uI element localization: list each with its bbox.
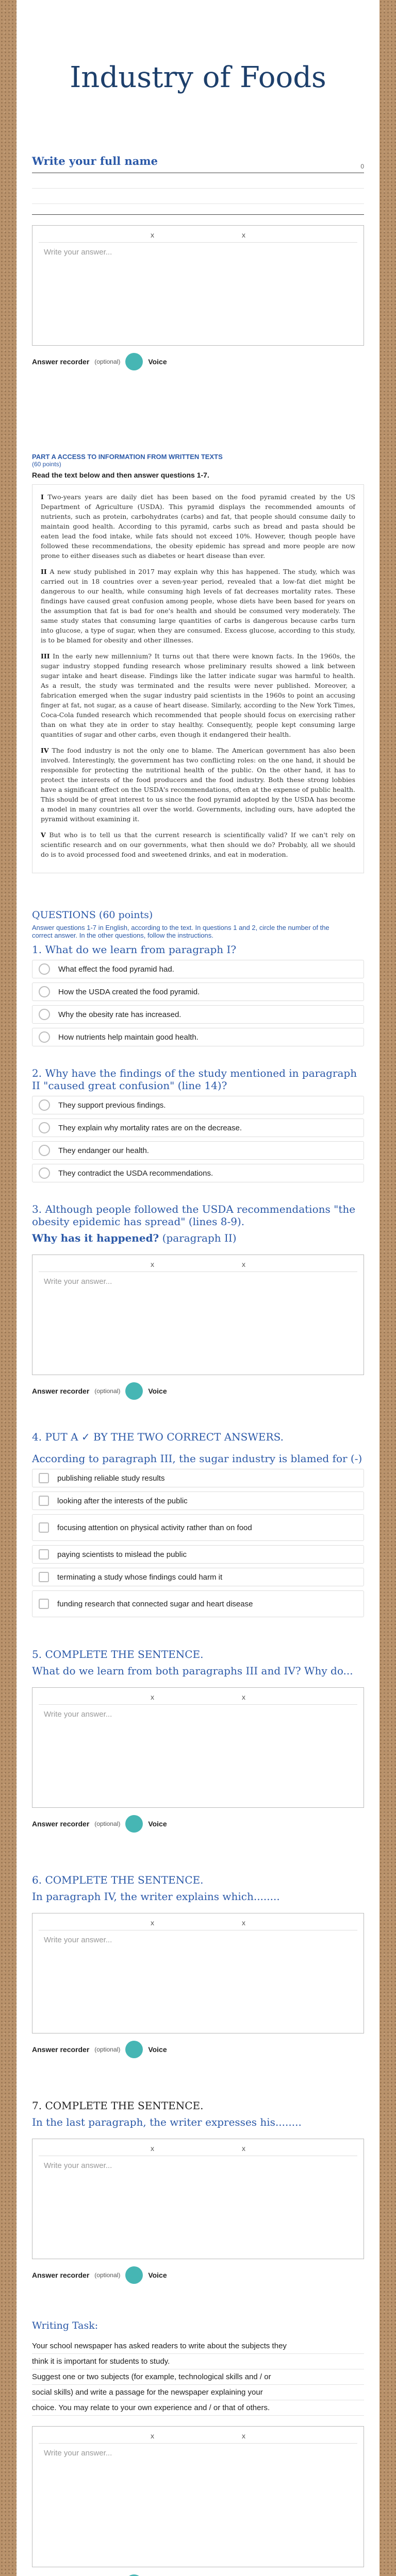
answer-recorder xyxy=(32,1815,364,1833)
q1-option-2-label: How the USDA created the food pyramid. xyxy=(58,987,200,996)
toolbar-left-icon[interactable]: x xyxy=(151,2432,154,2440)
q4-option-6[interactable] xyxy=(32,1590,364,1617)
voice-record-button[interactable] xyxy=(125,2041,143,2058)
question-4-prompt: According to paragraph III, the sugar industry is blamed for (-) xyxy=(32,1452,362,1465)
name-section-title: Write your full name xyxy=(32,155,158,167)
answer-recorder xyxy=(32,353,364,370)
question-3-subtitle: Why has it happened? xyxy=(32,1232,159,1244)
questions-line-2: correct answer. In the other questions, follow the instructions. xyxy=(32,931,213,939)
toolbar-right-icon[interactable]: x xyxy=(242,1919,245,1927)
name-input[interactable] xyxy=(32,163,364,215)
q4-option-3-label: focusing attention on physical activity rather than on food xyxy=(57,1523,252,1532)
answer-textarea[interactable]: Write your answer... xyxy=(39,242,357,340)
answer-toolbar xyxy=(39,1693,357,1704)
q2-option-3[interactable] xyxy=(32,1141,364,1160)
part-a-instruction: Read the text below and then answer questions 1-7. xyxy=(32,471,209,479)
q2-option-2[interactable] xyxy=(32,1118,364,1137)
radio-icon[interactable] xyxy=(39,963,50,975)
answer-textarea[interactable]: Write your answer... xyxy=(39,2443,357,2562)
q2-option-2-label: They explain why mortality rates are on the decrease. xyxy=(58,1123,242,1132)
radio-icon[interactable] xyxy=(39,1145,50,1156)
question-3 xyxy=(32,1203,364,1400)
recorder-voice-label: Voice xyxy=(148,1820,167,1828)
q2-option-1[interactable] xyxy=(32,1096,364,1114)
voice-record-button[interactable] xyxy=(125,1382,143,1400)
answer-textarea[interactable]: Write your answer... xyxy=(39,1930,357,2028)
writing-task xyxy=(32,2320,364,2576)
paragraph-4-text: The food industry is not the only one to blame. The American government has also been involved. Interestingly, the government has two conflicting roles: on the one hand, it should be responsible for protecting the nutritional health of the public. On the other hand, it has to protect the interests of the food producers and the food industry. Both these strong lobbies have a significant effect on the USDA's recommendations, often at the expense of public health. This should be of great interest to us since the food pyramid adopted by the USDA has become a model in many countries all over the world. Governments, including ours, have adopted the pyramid without examining it. xyxy=(41,747,355,823)
paragraph-2-number: II xyxy=(41,568,47,575)
q4-option-1[interactable] xyxy=(32,1469,364,1487)
question-4-title: 4. PUT A ✓ BY THE TWO CORRECT ANSWERS. xyxy=(32,1431,284,1443)
q3-answer-card xyxy=(32,1255,364,1375)
q1-option-1[interactable] xyxy=(32,960,364,978)
answer-textarea[interactable]: Write your answer... xyxy=(39,1272,357,1369)
paragraph-4-number: IV xyxy=(41,747,49,754)
q4-option-4-label: paying scientists to mislead the public xyxy=(57,1550,187,1559)
q4-option-2-label: looking after the interests of the public xyxy=(57,1496,188,1505)
question-2-title: 2. Why have the findings of the study mentioned in paragraph II "caused great confusion" (line 14)? xyxy=(32,1067,357,1092)
voice-record-button[interactable] xyxy=(125,353,143,370)
recorder-optional: (optional) xyxy=(94,2046,121,2053)
checkbox-icon[interactable] xyxy=(39,1549,49,1560)
answer-toolbar xyxy=(39,1260,357,1272)
toolbar-right-icon[interactable]: x xyxy=(242,1693,245,1701)
q6-answer-card xyxy=(32,1913,364,2033)
name-char-counter: 0 xyxy=(360,163,364,170)
q2-option-3-label: They endanger our health. xyxy=(58,1146,149,1155)
checkbox-icon[interactable] xyxy=(39,1473,49,1483)
paragraph-1 xyxy=(41,492,355,561)
recorder-voice-label: Voice xyxy=(148,1387,167,1395)
recorder-label: Answer recorder xyxy=(32,2045,90,2054)
question-2 xyxy=(32,1067,364,1182)
writing-answer-card xyxy=(32,2426,364,2567)
recorder-label: Answer recorder xyxy=(32,2271,90,2279)
recorder-label: Answer recorder xyxy=(32,1820,90,1828)
q4-option-2[interactable] xyxy=(32,1492,364,1510)
question-7-prompt: In the last paragraph, the writer expresses his........ xyxy=(32,2116,302,2128)
q2-option-4-label: They contradict the USDA recommendations. xyxy=(58,1168,213,1178)
radio-icon[interactable] xyxy=(39,986,50,997)
question-6-prompt: In paragraph IV, the writer explains which........ xyxy=(32,1890,280,1903)
question-4 xyxy=(32,1431,364,1617)
answer-toolbar xyxy=(39,1919,357,1930)
answer-textarea[interactable]: Write your answer... xyxy=(39,1704,357,1802)
paragraph-1-text: Two-years years are daily diet has been based on the food pyramid created by the US Department of Agriculture (USDA). This pyramid displays the recommended amounts of nutrients, such as protein, carbohydrates (carbs) and fat, that people should consume daily to maintain good health. According to this pyramid, carbs such as bread and pasta should be eaten lead the food intake, while fats should not exceed 10%. However, though people have followed these recommendations, the obesity epidemic has spread and more people are now prone to either diseases such as diabetes or heart disease than ever. xyxy=(41,493,355,560)
toolbar-left-icon[interactable]: x xyxy=(151,1260,154,1268)
checkbox-icon[interactable] xyxy=(39,1522,49,1533)
question-3-hint: (paragraph II) xyxy=(162,1232,237,1244)
q1-option-1-label: What effect the food pyramid had. xyxy=(58,964,174,974)
title-band xyxy=(16,0,380,149)
recorder-optional: (optional) xyxy=(94,1387,121,1395)
writing-task-title: Writing Task: xyxy=(32,2320,98,2331)
questions-line-1: Answer questions 1-7 in English, according to the text. In questions 1 and 2, circle the number of the xyxy=(32,924,329,931)
writing-task-line-4: social skills) and write a passage for the newspaper explaining your xyxy=(32,2388,263,2397)
radio-icon[interactable] xyxy=(39,1167,50,1179)
q1-option-3-label: Why the obesity rate has increased. xyxy=(58,1010,182,1019)
answer-recorder xyxy=(32,2266,364,2284)
q4-option-6-label: funding research that connected sugar and heart disease xyxy=(57,1599,253,1608)
writing-task-line-5: choice. You may relate to your own experience and / or that of others. xyxy=(32,2403,270,2412)
q4-option-1-label: publishing reliable study results xyxy=(57,1473,165,1483)
q7-answer-card xyxy=(32,2139,364,2259)
q4-option-5[interactable] xyxy=(32,1568,364,1586)
content xyxy=(32,155,364,2576)
q5-answer-card xyxy=(32,1687,364,1808)
question-5-prompt: What do we learn from both paragraphs III and IV? Why do... xyxy=(32,1665,353,1677)
reading-passage xyxy=(32,484,364,873)
radio-icon[interactable] xyxy=(39,1009,50,1020)
question-1 xyxy=(32,943,364,1046)
page-title: Industry of Foods xyxy=(70,61,326,94)
q1-option-2[interactable] xyxy=(32,982,364,1001)
writing-task-line-1: Your school newspaper has asked readers to write about the subjects they xyxy=(32,2342,287,2350)
q1-option-3[interactable] xyxy=(32,1005,364,1024)
recorder-label: Answer recorder xyxy=(32,1387,90,1395)
q4-option-5-label: terminating a study whose findings could harm it xyxy=(57,1572,223,1582)
answer-textarea[interactable]: Write your answer... xyxy=(39,2156,357,2253)
paragraph-2 xyxy=(41,567,355,645)
toolbar-right-icon[interactable]: x xyxy=(242,2144,245,2153)
part-a xyxy=(32,453,364,873)
question-5-title: 5. COMPLETE THE SENTENCE. xyxy=(32,1648,204,1660)
recorder-optional: (optional) xyxy=(94,2272,121,2279)
toolbar-left-icon[interactable]: x xyxy=(151,2144,154,2153)
questions-heading: QUESTIONS (60 points) xyxy=(32,909,153,921)
question-6-title: 6. COMPLETE THE SENTENCE. xyxy=(32,1874,204,1886)
q4-option-4[interactable] xyxy=(32,1545,364,1564)
paragraph-4 xyxy=(41,745,355,824)
questions-intro xyxy=(32,909,364,939)
part-a-points: (60 points) xyxy=(32,461,61,468)
recorder-label: Answer recorder xyxy=(32,358,90,366)
writing-task-line-2: think it is important for students to study. xyxy=(32,2357,170,2366)
voice-record-button[interactable] xyxy=(125,2266,143,2284)
part-a-heading: PART A ACCESS TO INFORMATION FROM WRITTEN TEXTS xyxy=(32,453,223,461)
recorder-voice-label: Voice xyxy=(148,2271,167,2279)
paragraph-2-text: A new study published in 2017 may explain why this has happened. The study, which was carried out in 18 countries over a seven-year period, revealed that a low-fat diet might be dangerous to our health, while consuming high levels of fat decreases mortality rates. These findings have caused great confusion among people, whose diets have been based for years on the assumption that fat is bad for one's health and should be consumed very moderately. The same study states that consuming large quantities of carbs is dangerous because carbs turn into glucose, a type of sugar, when they are consumed. Excess glucose, according to this study, is to be blamed for obesity and other illnesses. xyxy=(41,568,355,644)
q2-option-4[interactable] xyxy=(32,1164,364,1182)
paragraph-3 xyxy=(41,651,355,739)
toolbar-right-icon[interactable]: x xyxy=(242,231,245,239)
spacer xyxy=(32,370,364,453)
answer-toolbar xyxy=(39,231,357,242)
paragraph-3-text: In the early new millennium? It turns out that there were known facts. In the 1960s, the sugar industry stopped funding research whose preliminary results showed a link between sugar intake and heart disease. Findings like the latter indicate sugar was harmful to health. As a result, the study was terminated and the results were never published. Moreover, a fabrication emerged when the sugar industry paid scientists in the 1960s to point an accusing finger at fat, not sugar, as a cause of heart disease. Similarly, according to the New York Times, Coca-Cola funded research which recommended that people should focus on exercising rather than on what they ate in order to stay healthy. Consequently, people kept consuming large quantities of sugar and other carbs, even though it endangered their health. xyxy=(41,652,355,738)
q1-option-4[interactable] xyxy=(32,1028,364,1046)
recorder-voice-label: Voice xyxy=(148,358,167,366)
question-3-title: 3. Although people followed the USDA recommendations "the obesity epidemic has spread" (lines 8-9). xyxy=(32,1203,356,1228)
answer-recorder xyxy=(32,2041,364,2058)
question-7 xyxy=(32,2099,364,2284)
radio-icon[interactable] xyxy=(39,1099,50,1111)
paragraph-5 xyxy=(41,830,355,859)
paragraph-3-number: III xyxy=(41,652,50,660)
writing-task-text xyxy=(32,2338,364,2416)
question-5 xyxy=(32,1648,364,1833)
toolbar-left-icon[interactable]: x xyxy=(151,231,154,239)
answer-toolbar xyxy=(39,2432,357,2443)
q1-option-4-label: How nutrients help maintain good health. xyxy=(58,1032,199,1042)
question-6 xyxy=(32,1874,364,2058)
radio-icon[interactable] xyxy=(39,1031,50,1043)
checkbox-icon[interactable] xyxy=(39,1572,49,1582)
recorder-optional: (optional) xyxy=(94,358,121,365)
toolbar-right-icon[interactable]: x xyxy=(242,1260,245,1268)
q4-option-3[interactable] xyxy=(32,1514,364,1541)
q2-option-1-label: They support previous findings. xyxy=(58,1100,166,1110)
question-7-title: 7. COMPLETE THE SENTENCE. xyxy=(32,2099,204,2112)
name-section xyxy=(32,155,364,215)
radio-icon[interactable] xyxy=(39,1122,50,1133)
worksheet-page xyxy=(16,0,380,2576)
checkbox-icon[interactable] xyxy=(39,1599,49,1609)
recorder-optional: (optional) xyxy=(94,1820,121,1827)
voice-record-button[interactable] xyxy=(125,1815,143,1833)
name-answer-card xyxy=(32,225,364,346)
paragraph-5-number: V xyxy=(41,831,46,839)
paragraph-5-text: But who is to tell us that the current research is scientifically valid? If we can't rely on scientific research and on our governments, what then should we do? Probably, all we should do is to avoid processed food and sweetened drinks, and eat in moderation. xyxy=(41,831,355,858)
toolbar-left-icon[interactable]: x xyxy=(151,1919,154,1927)
answer-toolbar xyxy=(39,2144,357,2156)
checkbox-icon[interactable] xyxy=(39,1496,49,1506)
toolbar-right-icon[interactable]: x xyxy=(242,2432,245,2440)
writing-task-line-3: Suggest one or two subjects (for example, technological skills and / or xyxy=(32,2372,271,2381)
toolbar-left-icon[interactable]: x xyxy=(151,1693,154,1701)
recorder-voice-label: Voice xyxy=(148,2045,167,2054)
question-3-subtitle-row xyxy=(32,1232,364,1244)
answer-recorder xyxy=(32,1382,364,1400)
question-1-title: 1. What do we learn from paragraph I? xyxy=(32,943,237,956)
paragraph-1-number: I xyxy=(41,493,44,501)
